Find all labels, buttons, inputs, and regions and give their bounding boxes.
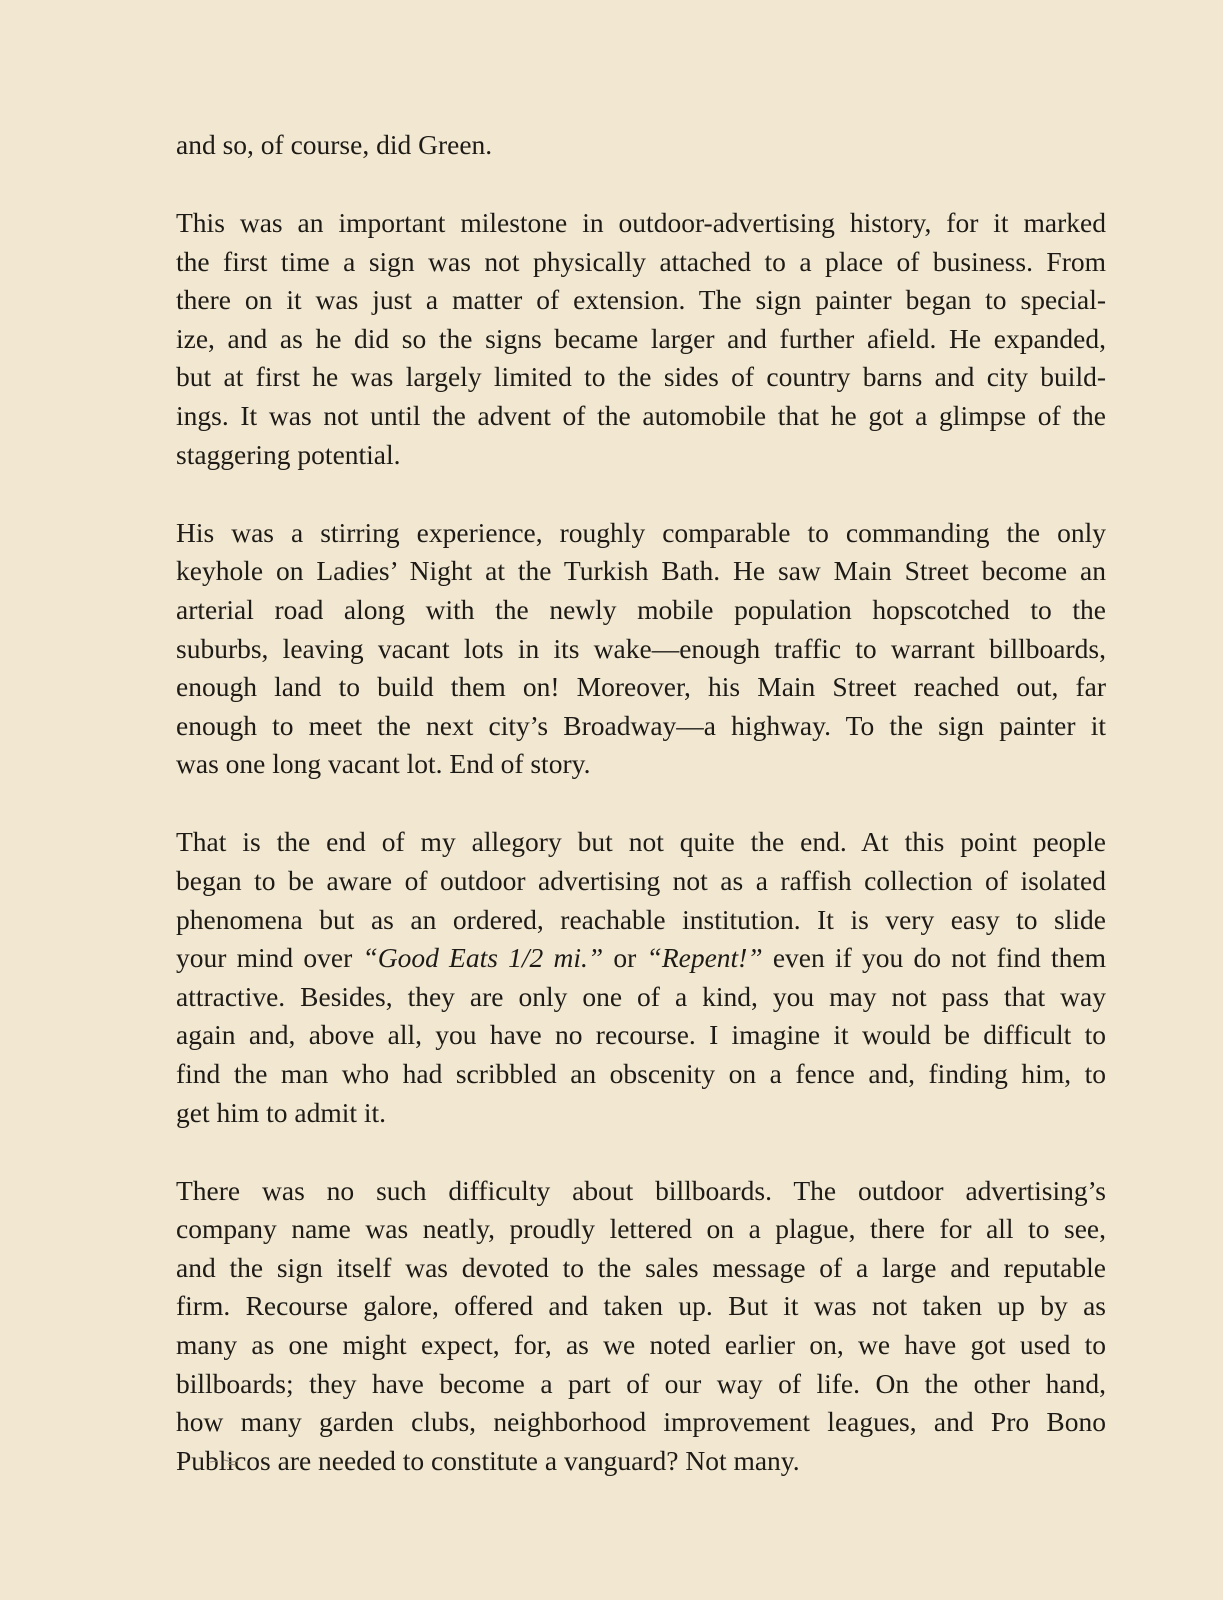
text-line: but at first he was largely limited to the sides of country barns and city build- <box>176 361 1106 393</box>
text-line: was one long vacant lot. End of story. <box>176 748 591 780</box>
text-line: there on it was just a matter of extension. The sign painter began to special- <box>176 284 1106 316</box>
text-line: There was no such difficulty about billboards. The outdoor advertising’s <box>176 1174 1106 1206</box>
text-line: arterial road along with the newly mobile population hopscotched to the <box>176 593 1106 625</box>
text-line: staggering potential. <box>176 438 401 470</box>
text-fragment: your mind over <box>176 942 363 974</box>
text-line: and the sign itself was devoted to the sales message of a large and reputable <box>176 1251 1106 1283</box>
paragraph <box>176 823 1106 1132</box>
text-line: That is the end of my allegory but not quite the end. At this point people <box>176 826 1106 858</box>
italic-quote: “Good Eats 1/2 mi.” <box>362 942 604 974</box>
text-line: attractive. Besides, they are only one of a kind, you may not pass that way <box>176 980 1106 1012</box>
text-line: This was an important milestone in outdoor-advertising history, for it marked <box>176 207 1106 239</box>
ink-smudge <box>208 1458 242 1466</box>
text-line: how many garden clubs, neighborhood improvement leagues, and Pro Bono <box>176 1406 1106 1438</box>
italic-quote: “Repent!” <box>646 942 763 974</box>
text-line: enough land to build them on! Moreover, his Main Street reached out, far <box>176 671 1106 703</box>
text-line: Publicos are needed to constitute a vanguard? Not many. <box>176 1444 800 1476</box>
body-text <box>176 126 1106 1480</box>
text-line: ings. It was not until the advent of the automobile that he got a glimpse of the <box>176 400 1106 432</box>
text-line: ize, and as he did so the signs became larger and further afield. He expanded, <box>176 322 1106 354</box>
text-fragment: even if you do not find them <box>762 942 1106 974</box>
paragraph <box>176 204 1106 474</box>
text-line: get him to admit it. <box>176 1096 387 1128</box>
text-line: company name was neatly, proudly lettered on a plague, there for all to see, <box>176 1213 1106 1245</box>
text-line: the first time a sign was not physically attached to a place of business. From <box>176 245 1106 277</box>
text-line: keyhole on Ladies’ Night at the Turkish Bath. He saw Main Street become an <box>176 555 1106 587</box>
text-line: phenomena but as an ordered, reachable institution. It is very easy to slide <box>176 903 1106 935</box>
text-line: again and, above all, you have no recourse. I imagine it would be difficult to <box>176 1019 1106 1051</box>
text-line: His was a stirring experience, roughly comparable to commanding the only <box>176 516 1106 548</box>
text-line: suburbs, leaving vacant lots in its wake—enough traffic to warrant billboards, <box>176 632 1106 664</box>
text-line: firm. Recourse galore, offered and taken up. But it was not taken up by as <box>176 1290 1106 1322</box>
text-line: find the man who had scribbled an obscenity on a fence and, finding him, to <box>176 1057 1106 1089</box>
paragraph <box>176 514 1106 784</box>
text-line: many as one might expect, for, as we noted earlier on, we have got used to <box>176 1329 1106 1361</box>
text-line: and so, of course, did Green. <box>176 129 493 160</box>
paragraph <box>176 126 1106 165</box>
text-fragment: or <box>603 942 647 974</box>
text-line: billboards; they have become a part of our way of life. On the other hand, <box>176 1367 1106 1399</box>
text-line <box>176 939 1106 978</box>
text-line: began to be aware of outdoor advertising not as a raffish collection of isolated <box>176 865 1106 896</box>
paragraph <box>176 1172 1106 1481</box>
text-line: enough to meet the next city’s Broadway—a highway. To the sign painter it <box>176 709 1106 741</box>
